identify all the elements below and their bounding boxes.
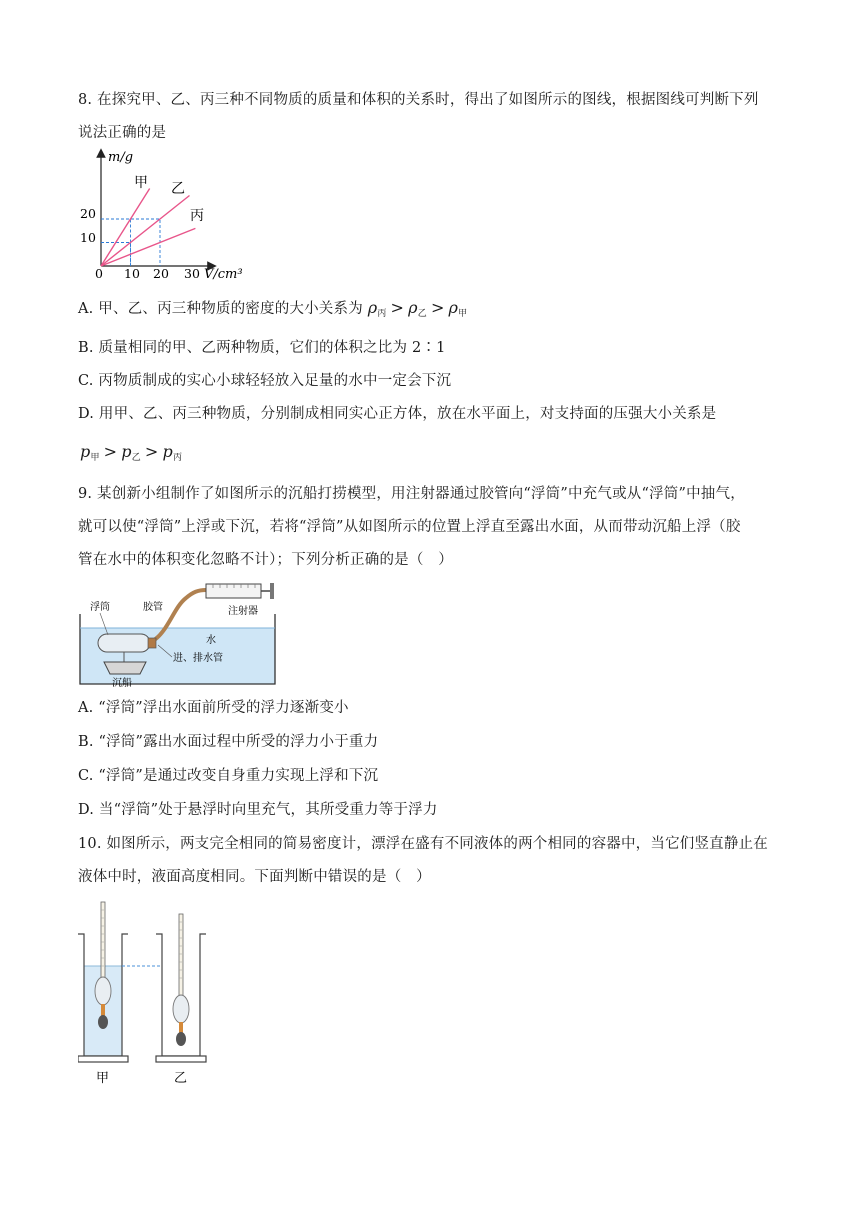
q9-option-d[interactable]: D. 当“浮筒”处于悬浮时向里充气，其所受重力等于浮力 bbox=[78, 802, 438, 818]
q8-option-b[interactable]: B. 质量相同的甲、乙两种物质，它们的体积之比为 2∶1 bbox=[78, 340, 446, 356]
q8-option-a-text: A. 甲、乙、丙三种物质的密度的大小关系为 bbox=[78, 301, 363, 317]
label-tube: 胶管 bbox=[143, 602, 163, 613]
q8-option-d[interactable]: D. 用甲、乙、丙三种物质，分别制成相同实心正方体，放在水平面上，对支持面的压强大小关系是 bbox=[78, 406, 717, 422]
label-syringe: 注射器 bbox=[228, 606, 258, 617]
q10-hydrometer-figure bbox=[78, 896, 228, 1088]
q9-option-c[interactable]: C. “浮筒”是通过改变自身重力实现上浮和下沉 bbox=[78, 768, 379, 784]
q9-stem-line1: 9. 某创新小组制作了如图所示的沉船打捞模型，用注射器通过胶管向“浮筒”中充气或从“浮筒”中抽气， bbox=[78, 486, 745, 502]
q8-stem-line1: 8. 在探究甲、乙、丙三种不同物质的质量和体积的关系时，得出了如图所示的图线，根据图线可判断下列 bbox=[78, 92, 759, 108]
label-float: 浮筒 bbox=[90, 602, 110, 613]
tick-y-10: 10 bbox=[80, 230, 96, 245]
q8-mass-volume-chart bbox=[78, 145, 258, 280]
hydrometer-yi-weight bbox=[176, 1032, 186, 1046]
q9-option-a[interactable]: A. “浮筒”浮出水面前所受的浮力逐渐变小 bbox=[78, 700, 349, 716]
label-jia: 甲 bbox=[96, 1071, 110, 1086]
tick-x-30: 30 bbox=[184, 266, 200, 280]
label-ship: 沉船 bbox=[112, 678, 132, 688]
tick-x-20: 20 bbox=[153, 266, 169, 280]
series-label-jia: 甲 bbox=[134, 175, 148, 191]
q8-option-d-formula: $p_甲 > p_乙 > p_丙$ bbox=[80, 442, 183, 463]
series-label-yi: 乙 bbox=[171, 181, 185, 197]
q8-option-a-formula: $\rho_丙 > \rho_乙 > \rho_甲$ bbox=[367, 298, 468, 319]
hydrometer-yi-stem bbox=[179, 914, 183, 998]
q10-stem-line2: 液体中时，液面高度相同。下面判断中错误的是（ ） bbox=[78, 869, 431, 885]
q8-option-a[interactable] bbox=[78, 297, 467, 319]
y-axis-label: m/g bbox=[108, 150, 134, 165]
tick-y-20: 20 bbox=[80, 206, 96, 221]
x-axis-label: V/cm³ bbox=[204, 267, 243, 280]
syringe-icon bbox=[206, 584, 261, 598]
series-line-jia bbox=[101, 188, 150, 266]
q9-stem-line3: 管在水中的体积变化忽略不计）；下列分析正确的是（ ） bbox=[78, 552, 453, 568]
series-line-bing bbox=[101, 228, 195, 266]
q10-stem-line1: 10. 如图所示，两支完全相同的简易密度计，漂浮在盛有不同液体的两个相同的容器中，当它们竖直静止在 bbox=[78, 836, 768, 852]
label-drain: 进、排水管 bbox=[173, 653, 223, 664]
hydrometer-jia-weight bbox=[98, 1015, 108, 1029]
q9-stem-line2: 就可以使“浮筒”上浮或下沉，若将“浮筒”从如图所示的位置上浮直至露出水面，从而带动沉船上浮（胶 bbox=[78, 519, 741, 535]
q8-option-c[interactable]: C. 丙物质制成的实心小球轻轻放入足量的水中一定会下沉 bbox=[78, 373, 452, 389]
series-line-yi bbox=[101, 196, 190, 267]
hydrometer-yi-bulb bbox=[173, 995, 189, 1023]
hydrometer-jia-bulb bbox=[95, 977, 111, 1005]
label-water: 水 bbox=[206, 635, 216, 646]
float-tube-icon bbox=[98, 634, 150, 652]
series-label-bing: 丙 bbox=[190, 208, 204, 224]
sunken-ship-icon bbox=[104, 662, 146, 674]
tick-x-10: 10 bbox=[124, 266, 140, 280]
q9-salvage-model-figure bbox=[78, 578, 278, 688]
hydrometer-jia-stem bbox=[101, 902, 105, 980]
q9-option-b[interactable]: B. “浮筒”露出水面过程中所受的浮力小于重力 bbox=[78, 734, 379, 750]
tick-x-0: 0 bbox=[95, 266, 103, 280]
label-yi: 乙 bbox=[174, 1071, 188, 1086]
q8-stem-line2: 说法正确的是 bbox=[78, 125, 167, 141]
